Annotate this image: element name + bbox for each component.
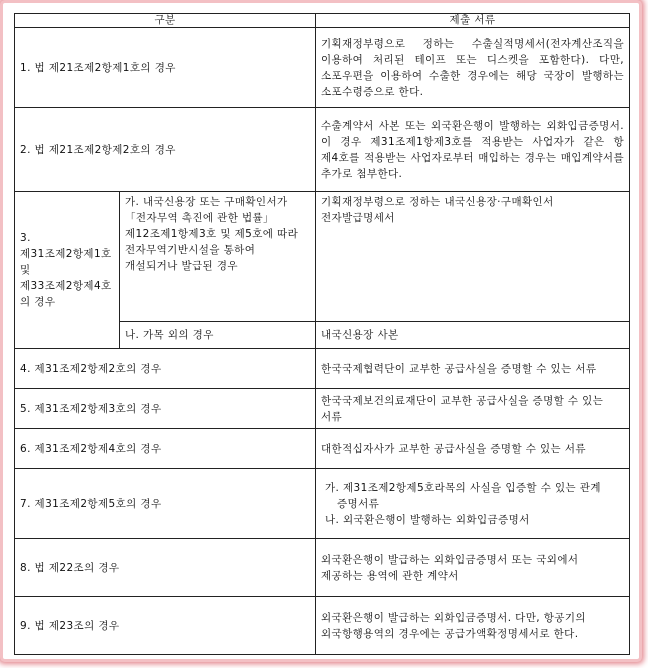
row-documents: 기획재정부령으로 정하는 수출실적명세서(전자계산조직을 이용하여 처리된 테이프 또는 디스켓을 포함한다). 다만, 소포우편을 이용하여 수출한 경우에는 해당 국장이 발행하는 소포수령증으로 한다. (316, 28, 630, 108)
table-row (15, 469, 630, 539)
sub-category-a: 가. 내국신용장 또는 구매확인서가 「전자무역 촉진에 관한 법률」 제12조제1항제3호 및 제5호에 따라 전자무역기반시설을 통하여 개설되거나 발급된 경우 (120, 192, 316, 322)
page-frame (3, 3, 639, 659)
documents-table (14, 13, 630, 655)
row-category: 9. 법 제23조의 경우 (15, 597, 316, 655)
table-row (15, 429, 630, 469)
table-row (15, 108, 630, 192)
document-item-a: 가. 제31조제2항제5호라목의 사실을 입증할 수 있는 관계 증명서류 (325, 481, 601, 510)
row-category: 7. 제31조제2항제5호의 경우 (15, 469, 316, 539)
table-header-row (15, 14, 630, 28)
row-category: 6. 제31조제2항제4호의 경우 (15, 429, 316, 469)
row-category: 4. 제31조제2항제2호의 경우 (15, 349, 316, 389)
row-documents: 수출계약서 사본 또는 외국환은행이 발행하는 외화입금증명서. 이 경우 제31조제1항제3호를 적용받는 사업자가 같은 항 제4호를 적용받는 사업자로부터 매입하는 경우는 매입계약서를 추가로 첨부한다. (316, 108, 630, 192)
sub-category-b: 나. 가목 외의 경우 (120, 322, 316, 349)
row-category: 5. 제31조제2항제3호의 경우 (15, 389, 316, 429)
row-category: 1. 법 제21조제2항제1호의 경우 (15, 28, 316, 108)
row-documents: 기획재정부령으로 정하는 내국신용장·구매확인서 전자발급명세서 (316, 192, 630, 322)
table-row (15, 192, 630, 322)
document-item-b: 나. 외국환은행이 발행하는 외화입금증명서 (325, 513, 530, 526)
row-documents: 외국환은행이 발급하는 외화입금증명서. 다만, 항공기의 외국항행용역의 경우에는 공급가액확정명세서로 한다. (316, 597, 630, 655)
row-documents: 한국국제협력단이 교부한 공급사실을 증명할 수 있는 서류 (316, 349, 630, 389)
row-category: 3. 제31조제2항제1호 및 제33조제2항제4호의 경우 (15, 192, 120, 349)
row-documents: 한국국제보건의료재단이 교부한 공급사실을 증명할 수 있는 서류 (316, 389, 630, 429)
header-documents: 제출 서류 (316, 14, 630, 28)
row-documents: 외국환은행이 발급하는 외화입금증명서 또는 국외에서 제공하는 용역에 관한 계약서 (316, 539, 630, 597)
row-documents (316, 469, 630, 539)
row-documents: 대한적십자사가 교부한 공급사실을 증명할 수 있는 서류 (316, 429, 630, 469)
row-documents: 내국신용장 사본 (316, 322, 630, 349)
row-category: 2. 법 제21조제2항제2호의 경우 (15, 108, 316, 192)
header-category: 구분 (15, 14, 316, 28)
table-row (15, 539, 630, 597)
table-row (15, 389, 630, 429)
table-row (15, 597, 630, 655)
table-row (15, 28, 630, 108)
table-row (15, 349, 630, 389)
row-category: 8. 법 제22조의 경우 (15, 539, 316, 597)
